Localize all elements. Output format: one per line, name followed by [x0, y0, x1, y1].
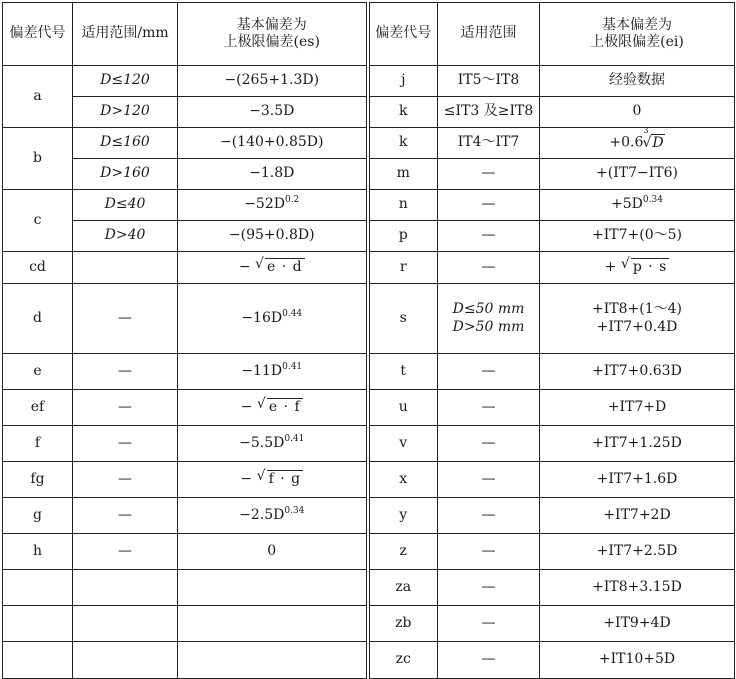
code-b: b [3, 128, 73, 190]
range-ef: — [73, 390, 178, 426]
formula-v: +IT7+1.25D [540, 426, 735, 462]
header-row [3, 3, 735, 66]
formula-ef: − √ e · f [178, 390, 368, 426]
deviation-table [2, 2, 735, 679]
formula-y: +IT7+2D [540, 498, 735, 534]
formula-u: +IT7+D [540, 390, 735, 426]
table-row [3, 642, 735, 679]
code-n: n [368, 190, 438, 221]
header-right-range: 适用范围 [438, 3, 540, 66]
table-row [3, 159, 735, 190]
formula-z: +IT7+2.5D [540, 534, 735, 570]
range-p: — [438, 221, 540, 252]
formula-b-2: −1.8D [178, 159, 368, 190]
formula-cd: − √ e · d [178, 252, 368, 284]
code-p: p [368, 221, 438, 252]
range-a-1: D≤120 [73, 66, 178, 97]
range-a-2: D>120 [73, 97, 178, 128]
range-k-1: ≤IT3 及≥IT8 [438, 97, 540, 128]
formula-a-2: −3.5D [178, 97, 368, 128]
formula-zc: +IT10+5D [540, 642, 735, 679]
range-r: — [438, 252, 540, 284]
formula-f: $-5.5D^{0.41}$ [178, 426, 368, 462]
code-g: g [3, 498, 73, 534]
range-c-1: D≤40 [73, 190, 178, 221]
range-u: — [438, 390, 540, 426]
code-zc: zc [368, 642, 438, 679]
range-n: — [438, 190, 540, 221]
code-y: y [368, 498, 438, 534]
formula-b-1: −(140+0.85D) [178, 128, 368, 159]
code-ef: ef [3, 390, 73, 426]
header-right-dev-line2: 上极限偏差(ei) [590, 34, 684, 50]
formula-za: +IT8+3.15D [540, 570, 735, 606]
empty-cell [3, 570, 73, 606]
table-row [3, 390, 735, 426]
range-b-1: D≤160 [73, 128, 178, 159]
empty-cell [73, 606, 178, 642]
code-v: v [368, 426, 438, 462]
header-left-deviation [178, 3, 368, 66]
code-a: a [3, 66, 73, 128]
table-row [3, 570, 735, 606]
code-e: e [3, 354, 73, 390]
range-h: — [73, 534, 178, 570]
code-x: x [368, 462, 438, 498]
table-row [3, 534, 735, 570]
empty-cell [73, 642, 178, 679]
code-z: z [368, 534, 438, 570]
range-zb: — [438, 606, 540, 642]
formula-s: +IT8+(1～4) +IT7+0.4D [540, 284, 735, 354]
range-b-2: D>160 [73, 159, 178, 190]
range-e: — [73, 354, 178, 390]
formula-k-2: $+0.6^3√D$ [540, 128, 735, 159]
range-d: — [73, 284, 178, 354]
header-right-dev-line1: 基本偏差为 [602, 16, 672, 33]
range-z: — [438, 534, 540, 570]
range-zc: — [438, 642, 540, 679]
code-k-1: k [368, 97, 438, 128]
range-c-2: D>40 [73, 221, 178, 252]
empty-cell [3, 606, 73, 642]
table-row [3, 128, 735, 159]
code-r: r [368, 252, 438, 284]
code-fg: fg [3, 462, 73, 498]
range-m: — [438, 159, 540, 190]
formula-r: + √ p · s [540, 252, 735, 284]
table-row [3, 252, 735, 284]
formula-e: $-11D^{0.41}$ [178, 354, 368, 390]
empty-cell [73, 570, 178, 606]
range-s: D≤50 mm D>50 mm [438, 284, 540, 354]
code-za: za [368, 570, 438, 606]
formula-k-1: 0 [540, 97, 735, 128]
code-cd: cd [3, 252, 73, 284]
range-t: — [438, 354, 540, 390]
header-right-code: 偏差代号 [368, 3, 438, 66]
range-cd [73, 252, 178, 284]
table-row [3, 284, 735, 354]
code-k-2: k [368, 128, 438, 159]
code-c: c [3, 190, 73, 252]
formula-a-1: −(265+1.3D) [178, 66, 368, 97]
formula-fg: − √ f · g [178, 462, 368, 498]
table-row [3, 97, 735, 128]
empty-cell [178, 606, 368, 642]
formula-x: +IT7+1.6D [540, 462, 735, 498]
code-zb: zb [368, 606, 438, 642]
range-f: — [73, 426, 178, 462]
formula-p: +IT7+(0～5) [540, 221, 735, 252]
range-j: IT5～IT8 [438, 66, 540, 97]
formula-t: +IT7+0.63D [540, 354, 735, 390]
range-k-2: IT4～IT7 [438, 128, 540, 159]
formula-j: 经验数据 [540, 66, 735, 97]
formula-m: +(IT7−IT6) [540, 159, 735, 190]
table-row [3, 606, 735, 642]
formula-h: 0 [178, 534, 368, 570]
empty-cell [3, 642, 73, 679]
formula-zb: +IT9+4D [540, 606, 735, 642]
code-h: h [3, 534, 73, 570]
formula-c-1: $-52D^{0.2}$ [178, 190, 368, 221]
empty-cell [178, 642, 368, 679]
table-row [3, 498, 735, 534]
code-d: d [3, 284, 73, 354]
range-g: — [73, 498, 178, 534]
code-u: u [368, 390, 438, 426]
range-x: — [438, 462, 540, 498]
code-f: f [3, 426, 73, 462]
header-left-code: 偏差代号 [3, 3, 73, 66]
formula-g: $-2.5D^{0.34}$ [178, 498, 368, 534]
range-v: — [438, 426, 540, 462]
header-left-range: 适用范围/mm [73, 3, 178, 66]
formula-n: $+5D^{0.34}$ [540, 190, 735, 221]
formula-c-2: −(95+0.8D) [178, 221, 368, 252]
code-t: t [368, 354, 438, 390]
header-left-dev-line1: 基本偏差为 [236, 16, 307, 33]
code-j: j [368, 66, 438, 97]
code-s: s [368, 284, 438, 354]
table-row [3, 66, 735, 97]
table-row [3, 354, 735, 390]
header-left-dev-line2: 上极限偏差(es) [223, 34, 320, 50]
header-right-deviation [540, 3, 735, 66]
range-y: — [438, 498, 540, 534]
range-fg: — [73, 462, 178, 498]
table-row [3, 221, 735, 252]
table-row [3, 426, 735, 462]
table-row [3, 190, 735, 221]
table-row [3, 462, 735, 498]
range-za: — [438, 570, 540, 606]
formula-d: $-16D^{0.44}$ [178, 284, 368, 354]
code-m: m [368, 159, 438, 190]
empty-cell [178, 570, 368, 606]
